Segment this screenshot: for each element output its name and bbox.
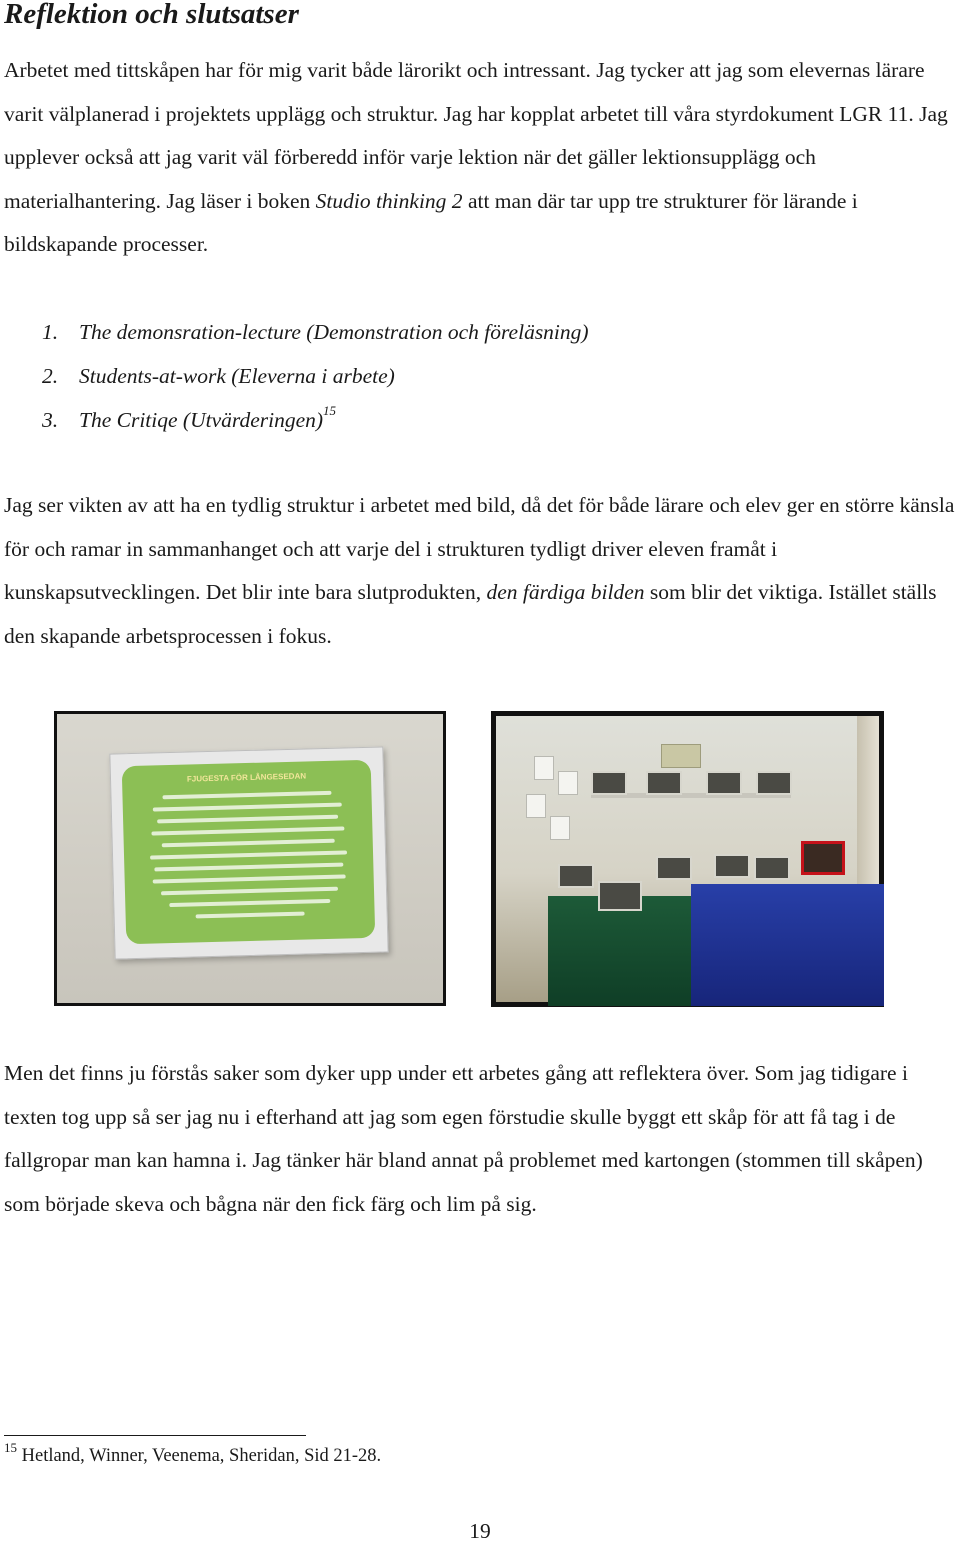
list-item xyxy=(42,354,589,398)
paragraph-text: Jag ser vikten av att ha en tydlig struktur i arbetet med bild, då det för både lärare och elev ger en större känsla för och ramar in sammanhanget och att varje del i strukturen tydligt driver eleven framåt i kunskapsutvecklingen. Det blir inte bara slutprodukten, xyxy=(4,493,955,604)
sign-text-line xyxy=(162,839,335,848)
emphasis-text: den färdiga bilden xyxy=(486,580,645,604)
list-number: 1. xyxy=(42,320,59,344)
paragraph-text: Arbetet med tittskåpen har för mig varit både lärorikt och intressant. Jag tycker att jag som elevernas lärare varit välplanerad i projektets upplägg och struktur. Jag har kopplat arbetet till våra styrdokument LGR 11. Jag upplever också att jag varit väl förberedd inför varje lektion när det gäller lektionsupplägg och materialhantering. Jag läser i boken xyxy=(4,58,948,213)
footnote-number: 15 xyxy=(4,1440,17,1455)
list-text: Students-at-work (Eleverna i arbete) xyxy=(79,364,395,388)
peep-box xyxy=(656,856,692,880)
list-number: 2. xyxy=(42,364,59,388)
paragraph-text: som blir det viktiga. Istället ställs den skapande arbetsprocessen i fokus. xyxy=(4,580,937,648)
hanging-picture xyxy=(558,771,578,795)
page-number: 19 xyxy=(469,1519,491,1543)
peep-box xyxy=(756,771,792,795)
sign-text-line xyxy=(150,850,347,859)
green-sign xyxy=(122,760,376,944)
list-item xyxy=(42,398,589,445)
sign-text-line xyxy=(162,791,331,799)
section-heading: Reflektion och slutsatser xyxy=(4,0,299,30)
red-peep-box xyxy=(801,841,845,875)
sign-text-line xyxy=(161,887,338,896)
sign-text-line xyxy=(151,826,344,835)
wall-plaque xyxy=(661,744,701,768)
paragraph-text: att man där tar upp tre strukturer för lärande i bildskapande processer. xyxy=(4,188,858,256)
sign-text-line xyxy=(169,899,330,907)
peep-box xyxy=(558,864,594,888)
wall-background xyxy=(57,714,443,1003)
green-table xyxy=(548,896,696,1006)
exhibition-scene xyxy=(496,716,879,1002)
peep-box xyxy=(754,856,790,880)
sign-title: FJUGESTA FÖR LÅNGESEDAN xyxy=(186,771,307,784)
peep-box xyxy=(598,881,642,911)
blue-table xyxy=(691,884,884,1006)
list-text: The Critiqe (Utvärderingen) xyxy=(79,408,324,432)
footnote-ref: 15 xyxy=(323,403,337,418)
footnote-divider xyxy=(4,1435,306,1436)
hanging-picture xyxy=(526,794,546,818)
list-number: 3. xyxy=(42,408,59,432)
sign-text-line xyxy=(196,912,305,919)
sign-text-line xyxy=(153,803,342,812)
list-item xyxy=(42,310,589,354)
book-title: Studio thinking 2 xyxy=(315,188,463,213)
photo-exhibition xyxy=(491,711,884,1007)
hanging-picture xyxy=(534,756,554,780)
sign-paper xyxy=(109,746,388,959)
structures-list xyxy=(42,310,589,445)
photo-sign xyxy=(54,711,446,1006)
peep-box xyxy=(706,771,742,795)
sign-text-line xyxy=(153,874,346,883)
paragraph-lessons: Men det finns ju förstås saker som dyker upp under ett arbetes gång att reflektera över. Som jag tidigare i texten tog upp så ser jag nu i efterhand att jag som egen förstudie skulle byggt ett skåp för att få tag i de fallgropar man kan hamna i. Jag tänker här bland annat på problemet med kartongen (stommen till skåpen) som började skeva och bågna när den fick färg och lim på sig. xyxy=(4,1061,923,1216)
sign-text-line xyxy=(154,863,343,872)
hanging-picture xyxy=(550,816,570,840)
peep-box xyxy=(646,771,682,795)
footnote-text: Hetland, Winner, Veenema, Sheridan, Sid 21-28. xyxy=(21,1446,382,1466)
paragraph-reflection xyxy=(4,49,960,267)
peep-box xyxy=(714,854,750,878)
footnote xyxy=(4,1440,382,1467)
sign-text-line xyxy=(157,815,338,824)
peep-box xyxy=(591,771,627,795)
list-text: The demonsration-lecture (Demonstration och föreläsning) xyxy=(79,320,589,344)
paragraph-structure xyxy=(4,484,960,658)
